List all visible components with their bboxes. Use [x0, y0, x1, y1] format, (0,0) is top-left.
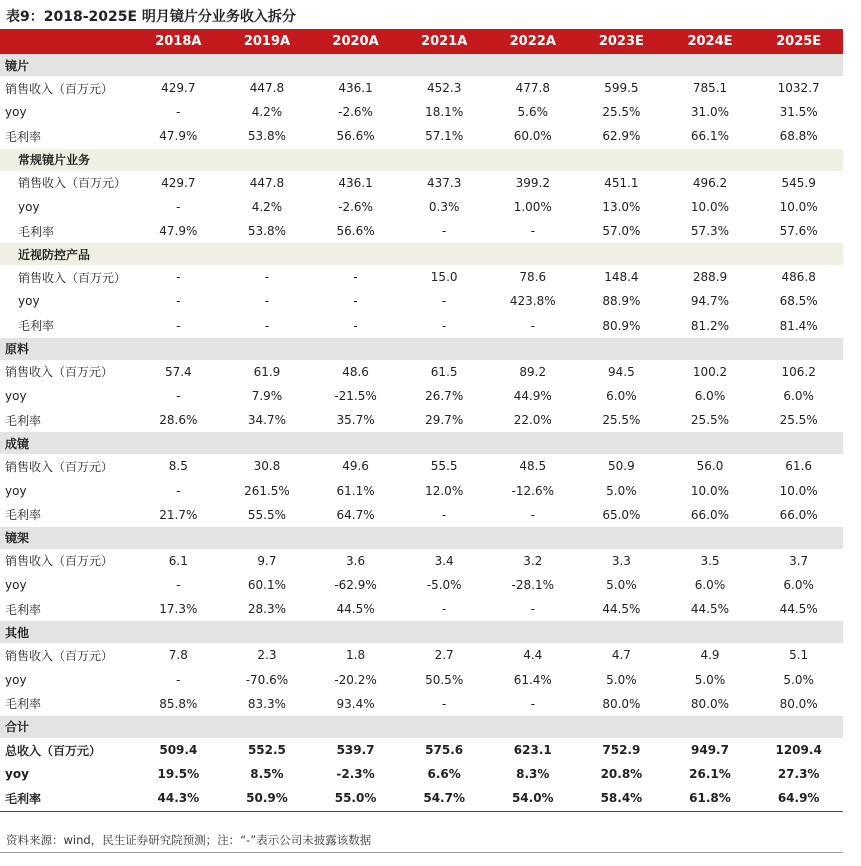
- table-row: [0, 289, 843, 313]
- table-cell: -28.1%: [511, 578, 554, 593]
- table-cell: 61.8%: [666, 786, 755, 811]
- table-cell: 25.5%: [602, 413, 641, 428]
- table-cell: -: [176, 105, 181, 120]
- table-cell: -: [353, 318, 358, 333]
- table-cell: 3.3: [611, 553, 631, 568]
- table-cell: 10.0%: [690, 199, 730, 214]
- table-cell: 54.7%: [400, 786, 489, 811]
- table-cell: 1209.4: [775, 743, 822, 758]
- table-cell: 28.6%: [159, 413, 198, 428]
- table-cell: 50.9: [608, 459, 635, 474]
- row-label: yoy: [5, 388, 27, 403]
- row-label: 毛利率: [5, 602, 42, 617]
- table-cell: 486.8: [781, 270, 816, 285]
- table-cell: 575.6: [425, 743, 464, 758]
- table-cell: 3.5: [700, 553, 720, 568]
- table-cell: 44.5%: [602, 602, 641, 617]
- table-cell: 49.6: [342, 459, 369, 474]
- table-cell: 64.9%: [754, 786, 843, 811]
- table-row: [0, 643, 843, 667]
- table-cell: -: [530, 224, 535, 239]
- year-header: 2023E: [577, 29, 666, 54]
- table-cell: 89.2: [519, 364, 547, 379]
- table-cell: 4.4: [523, 648, 543, 663]
- table-cell: 44.5%: [779, 602, 818, 617]
- table-cell: -: [264, 294, 270, 309]
- table-cell: 10.0%: [779, 483, 818, 498]
- table-cell: 106.2: [781, 364, 816, 379]
- table-cell: 57.0%: [602, 224, 641, 239]
- table-cell: -: [441, 507, 447, 522]
- row-label: 销售收入（百万元）: [18, 176, 127, 191]
- table-cell: 6.0%: [606, 388, 637, 403]
- table-cell: 65.0%: [602, 507, 641, 522]
- table-cell: -: [441, 224, 447, 239]
- table-cell: -70.6%: [245, 672, 289, 687]
- table-cell: 94.5: [608, 364, 635, 379]
- section-label: 合计: [0, 716, 843, 738]
- table-cell: 60.1%: [247, 578, 286, 593]
- table-cell: -: [264, 318, 270, 333]
- table-row: [0, 219, 843, 243]
- row-label: 毛利率: [5, 413, 42, 428]
- table-cell: 61.6: [785, 459, 812, 474]
- table-cell: -: [441, 294, 447, 309]
- table-cell: 0.3%: [428, 199, 460, 214]
- table-row: [0, 786, 843, 811]
- table-cell: 5.0%: [606, 483, 637, 498]
- table-cell: 44.5%: [336, 602, 375, 617]
- table-cell: 6.0%: [783, 388, 814, 403]
- table-cell: 623.1: [513, 743, 552, 758]
- table-cell: 7.9%: [251, 388, 283, 403]
- table-cell: 60.0%: [513, 129, 552, 144]
- row-label: yoy: [18, 294, 40, 309]
- table-cell: 55.0%: [311, 786, 400, 811]
- table-cell: 66.0%: [690, 507, 730, 522]
- table-cell: 28.3%: [247, 602, 286, 617]
- section-row: [0, 338, 843, 360]
- table-cell: -2.6%: [338, 199, 373, 214]
- table-cell: 5.0%: [606, 578, 637, 593]
- section-label: 近视防控产品: [0, 243, 843, 265]
- table-cell: 8.5%: [250, 767, 284, 782]
- year-header: 2018A: [134, 29, 223, 54]
- table-cell: 261.5%: [244, 483, 290, 498]
- table-cell: -: [176, 483, 181, 498]
- table-cell: -: [353, 270, 358, 285]
- table-cell: 26.7%: [425, 388, 464, 403]
- table-cell: 44.9%: [513, 388, 552, 403]
- table-cell: 6.1: [168, 553, 188, 568]
- table-cell: -12.6%: [511, 483, 554, 498]
- table-cell: 29.7%: [425, 413, 464, 428]
- table-cell: 35.7%: [336, 413, 375, 428]
- section-label: 镜架: [0, 527, 843, 549]
- table-cell: -: [176, 270, 181, 285]
- table-cell: -: [264, 270, 270, 285]
- table-cell: 447.8: [249, 81, 285, 96]
- section-label: 镜片: [0, 54, 843, 76]
- table-cell: 1.00%: [513, 199, 552, 214]
- table-cell: 19.5%: [157, 767, 200, 782]
- table-cell: 5.0%: [606, 672, 637, 687]
- table-cell: 752.9: [602, 743, 641, 758]
- table-cell: 78.6: [519, 270, 547, 285]
- table-cell: 44.3%: [134, 786, 223, 811]
- table-cell: 21.7%: [159, 507, 198, 522]
- table-cell: -: [176, 578, 181, 593]
- table-cell: 57.6%: [779, 224, 818, 239]
- table-cell: 53.8%: [247, 224, 286, 239]
- table-cell: 48.6: [342, 364, 369, 379]
- table-cell: 436.1: [338, 175, 373, 190]
- table-cell: 17.3%: [159, 602, 198, 617]
- table-cell: -: [176, 294, 181, 309]
- section-row: [0, 621, 843, 643]
- table-cell: 56.6%: [336, 129, 375, 144]
- section-row: [0, 527, 843, 549]
- table-cell: 4.2%: [251, 199, 283, 214]
- table-cell: 56.0: [696, 459, 724, 474]
- row-label: 销售收入（百万元）: [18, 270, 127, 285]
- table-cell: 18.1%: [425, 105, 464, 120]
- table-row: [0, 738, 843, 762]
- table-cell: 539.7: [336, 743, 375, 758]
- table-cell: 509.4: [159, 743, 198, 758]
- table-cell: 57.4: [164, 364, 192, 379]
- table-cell: 6.0%: [783, 578, 814, 593]
- table-cell: 1.8: [346, 648, 366, 663]
- table-cell: 61.4%: [513, 672, 552, 687]
- table-row: [0, 195, 843, 219]
- table-cell: 436.1: [338, 81, 373, 96]
- table-cell: 100.2: [692, 364, 728, 379]
- table-cell: 25.5%: [779, 413, 818, 428]
- header-row: [0, 29, 843, 54]
- table-cell: 552.5: [247, 743, 286, 758]
- table-cell: 80.0%: [690, 696, 730, 711]
- section-label: 原料: [0, 338, 843, 360]
- table-cell: -: [176, 388, 181, 403]
- table-row: [0, 76, 843, 100]
- row-label: 销售收入（百万元）: [5, 648, 114, 663]
- table-cell: 2.3: [257, 648, 277, 663]
- table-cell: 31.0%: [690, 105, 730, 120]
- table-row: [0, 100, 843, 124]
- table-cell: -: [441, 602, 447, 617]
- table-cell: 8.3%: [516, 767, 550, 782]
- table-cell: -: [353, 294, 358, 309]
- table-cell: 148.4: [604, 270, 639, 285]
- table-cell: 7.8: [168, 648, 188, 663]
- table-row: [0, 762, 843, 786]
- table-cell: 61.9: [253, 364, 281, 379]
- table-cell: -: [176, 199, 181, 214]
- table-cell: 10.0%: [779, 199, 818, 214]
- source-note: 资料来源：wind，民生证券研究院预测；注：“-”表示公司未披露该数据: [6, 833, 372, 847]
- table-row: [0, 478, 843, 502]
- table-cell: -: [176, 672, 181, 687]
- table-cell: 496.2: [692, 175, 728, 190]
- section-label: 成镜: [0, 432, 843, 454]
- table-cell: 66.0%: [779, 507, 818, 522]
- table-cell: 66.1%: [690, 129, 730, 144]
- table-cell: 80.9%: [602, 318, 641, 333]
- table-cell: -5.0%: [426, 578, 462, 593]
- table-cell: -2.3%: [336, 767, 375, 782]
- table-cell: 88.9%: [602, 294, 641, 309]
- year-header: 2025E: [754, 29, 843, 54]
- table-cell: 54.0%: [488, 786, 577, 811]
- table-cell: 1032.7: [777, 81, 820, 96]
- revenue-breakdown-table: [0, 29, 843, 812]
- table-cell: 3.2: [523, 553, 543, 568]
- row-label: yoy: [5, 105, 27, 120]
- table-cell: 56.6%: [336, 224, 375, 239]
- table-cell: 80.0%: [602, 696, 641, 711]
- table-cell: 44.5%: [690, 602, 730, 617]
- table-cell: 447.8: [249, 175, 285, 190]
- table-cell: 4.2%: [251, 105, 283, 120]
- table-cell: -: [530, 602, 535, 617]
- table-cell: 452.3: [426, 81, 462, 96]
- table-cell: 5.0%: [694, 672, 726, 687]
- table-cell: 10.0%: [690, 483, 730, 498]
- table-cell: 64.7%: [336, 507, 375, 522]
- table-cell: 429.7: [161, 81, 196, 96]
- table-cell: 58.4%: [577, 786, 666, 811]
- row-label: 销售收入（百万元）: [5, 365, 114, 380]
- table-cell: 31.5%: [779, 105, 818, 120]
- table-cell: 34.7%: [247, 413, 286, 428]
- table-row: [0, 171, 843, 195]
- table-row: [0, 573, 843, 597]
- table-row: [0, 314, 843, 338]
- table-row: [0, 549, 843, 573]
- table-row: [0, 265, 843, 289]
- table-cell: -21.5%: [334, 388, 377, 403]
- row-label: 毛利率: [0, 786, 134, 811]
- table-cell: 81.4%: [779, 318, 818, 333]
- table-cell: 81.2%: [690, 318, 730, 333]
- year-header: 2022A: [488, 29, 577, 54]
- table-cell: 5.0%: [783, 672, 814, 687]
- table-cell: 949.7: [691, 743, 729, 758]
- section-row: [0, 432, 843, 454]
- table-cell: 47.9%: [159, 129, 198, 144]
- table-cell: 80.0%: [779, 696, 818, 711]
- table-cell: 6.0%: [694, 578, 726, 593]
- row-label: 销售收入（百万元）: [5, 459, 114, 474]
- section-label: 常规镜片业务: [0, 149, 843, 171]
- year-header: 2020A: [311, 29, 400, 54]
- table-cell: 13.0%: [602, 199, 641, 214]
- table-cell: 48.5: [519, 459, 547, 474]
- table-cell: 94.7%: [690, 294, 730, 309]
- table-cell: -: [530, 696, 535, 711]
- table-cell: 8.5: [168, 459, 188, 474]
- table-title: 表9：2018-2025E 明月镜片分业务收入拆分: [6, 9, 296, 25]
- table-cell: -: [530, 318, 535, 333]
- table-cell: 30.8: [253, 459, 281, 474]
- row-label: yoy: [18, 199, 40, 214]
- table-cell: 4.9: [700, 648, 720, 663]
- table-cell: 3.7: [789, 553, 809, 568]
- table-cell: 599.5: [604, 81, 639, 96]
- table-cell: 429.7: [161, 175, 196, 190]
- table-cell: 288.9: [692, 270, 728, 285]
- row-label: yoy: [5, 767, 29, 782]
- table-cell: 61.1%: [336, 483, 375, 498]
- section-row: [0, 54, 843, 76]
- row-label: 总收入（百万元）: [5, 743, 102, 758]
- table-cell: 545.9: [781, 175, 816, 190]
- row-label: 销售收入（百万元）: [5, 554, 114, 569]
- table-cell: 50.5%: [425, 672, 464, 687]
- table-cell: 25.5%: [690, 413, 730, 428]
- table-cell: 4.7: [611, 648, 631, 663]
- row-label: 毛利率: [5, 129, 42, 144]
- table-row: [0, 454, 843, 478]
- row-label: 销售收入（百万元）: [5, 81, 114, 96]
- section-row: [0, 149, 843, 171]
- table-cell: -: [441, 318, 447, 333]
- year-header: 2024E: [666, 29, 755, 54]
- year-header: 2021A: [400, 29, 489, 54]
- table-cell: 5.1: [789, 648, 809, 663]
- section-label: 其他: [0, 621, 843, 643]
- row-label: 毛利率: [5, 508, 42, 523]
- table-cell: 53.8%: [247, 129, 286, 144]
- table-cell: 15.0: [430, 270, 458, 285]
- table-cell: 47.9%: [159, 224, 198, 239]
- table-row: [0, 384, 843, 408]
- table-cell: 26.1%: [689, 767, 731, 782]
- table-row: [0, 503, 843, 527]
- bottom-rule: [0, 852, 843, 853]
- table-cell: 50.9%: [223, 786, 312, 811]
- table-cell: 61.5: [430, 364, 458, 379]
- table-cell: 55.5%: [247, 507, 286, 522]
- table-cell: -62.9%: [334, 578, 377, 593]
- table-row: [0, 124, 843, 148]
- table-cell: 12.0%: [425, 483, 464, 498]
- table-cell: 451.1: [604, 175, 639, 190]
- table-row: [0, 692, 843, 716]
- table-cell: 5.6%: [517, 105, 549, 120]
- row-label: yoy: [5, 578, 27, 593]
- row-label: yoy: [5, 483, 27, 498]
- table-cell: -2.6%: [338, 105, 373, 120]
- table-row: [0, 668, 843, 692]
- row-label: 毛利率: [18, 319, 55, 334]
- table-cell: 9.7: [257, 553, 277, 568]
- table-cell: 85.8%: [159, 696, 198, 711]
- table-cell: -: [176, 318, 181, 333]
- table-cell: 25.5%: [602, 105, 641, 120]
- table-cell: 22.0%: [513, 413, 552, 428]
- table-cell: 57.3%: [690, 224, 730, 239]
- section-row: [0, 243, 843, 265]
- table-cell: 20.8%: [600, 767, 643, 782]
- table-cell: -: [441, 696, 447, 711]
- header-corner: [0, 29, 134, 54]
- table-cell: 27.3%: [777, 767, 820, 782]
- table-cell: 423.8%: [509, 294, 556, 309]
- table-cell: 68.8%: [779, 129, 818, 144]
- table-cell: 93.4%: [336, 696, 375, 711]
- table-cell: 2.7: [434, 648, 454, 663]
- row-label: 毛利率: [18, 224, 55, 239]
- table-cell: 83.3%: [247, 696, 286, 711]
- table-cell: 399.2: [515, 175, 550, 190]
- table-cell: 68.5%: [779, 294, 818, 309]
- year-header: 2019A: [223, 29, 312, 54]
- table-cell: 437.3: [426, 175, 462, 190]
- table-cell: 62.9%: [602, 129, 641, 144]
- table-row: [0, 360, 843, 384]
- table-cell: 3.6: [346, 553, 366, 568]
- row-label: yoy: [5, 672, 27, 687]
- table-cell: 477.8: [515, 81, 550, 96]
- table-cell: 6.0%: [694, 388, 726, 403]
- table-cell: -: [530, 507, 535, 522]
- table-cell: 785.1: [692, 81, 728, 96]
- table-cell: 3.4: [434, 553, 454, 568]
- table-cell: 57.1%: [425, 129, 464, 144]
- table-cell: 55.5: [430, 459, 458, 474]
- section-row: [0, 716, 843, 738]
- table-cell: -20.2%: [334, 672, 377, 687]
- row-label: 毛利率: [5, 697, 42, 712]
- table-row: [0, 408, 843, 432]
- table-cell: 6.6%: [427, 767, 461, 782]
- table-row: [0, 597, 843, 621]
